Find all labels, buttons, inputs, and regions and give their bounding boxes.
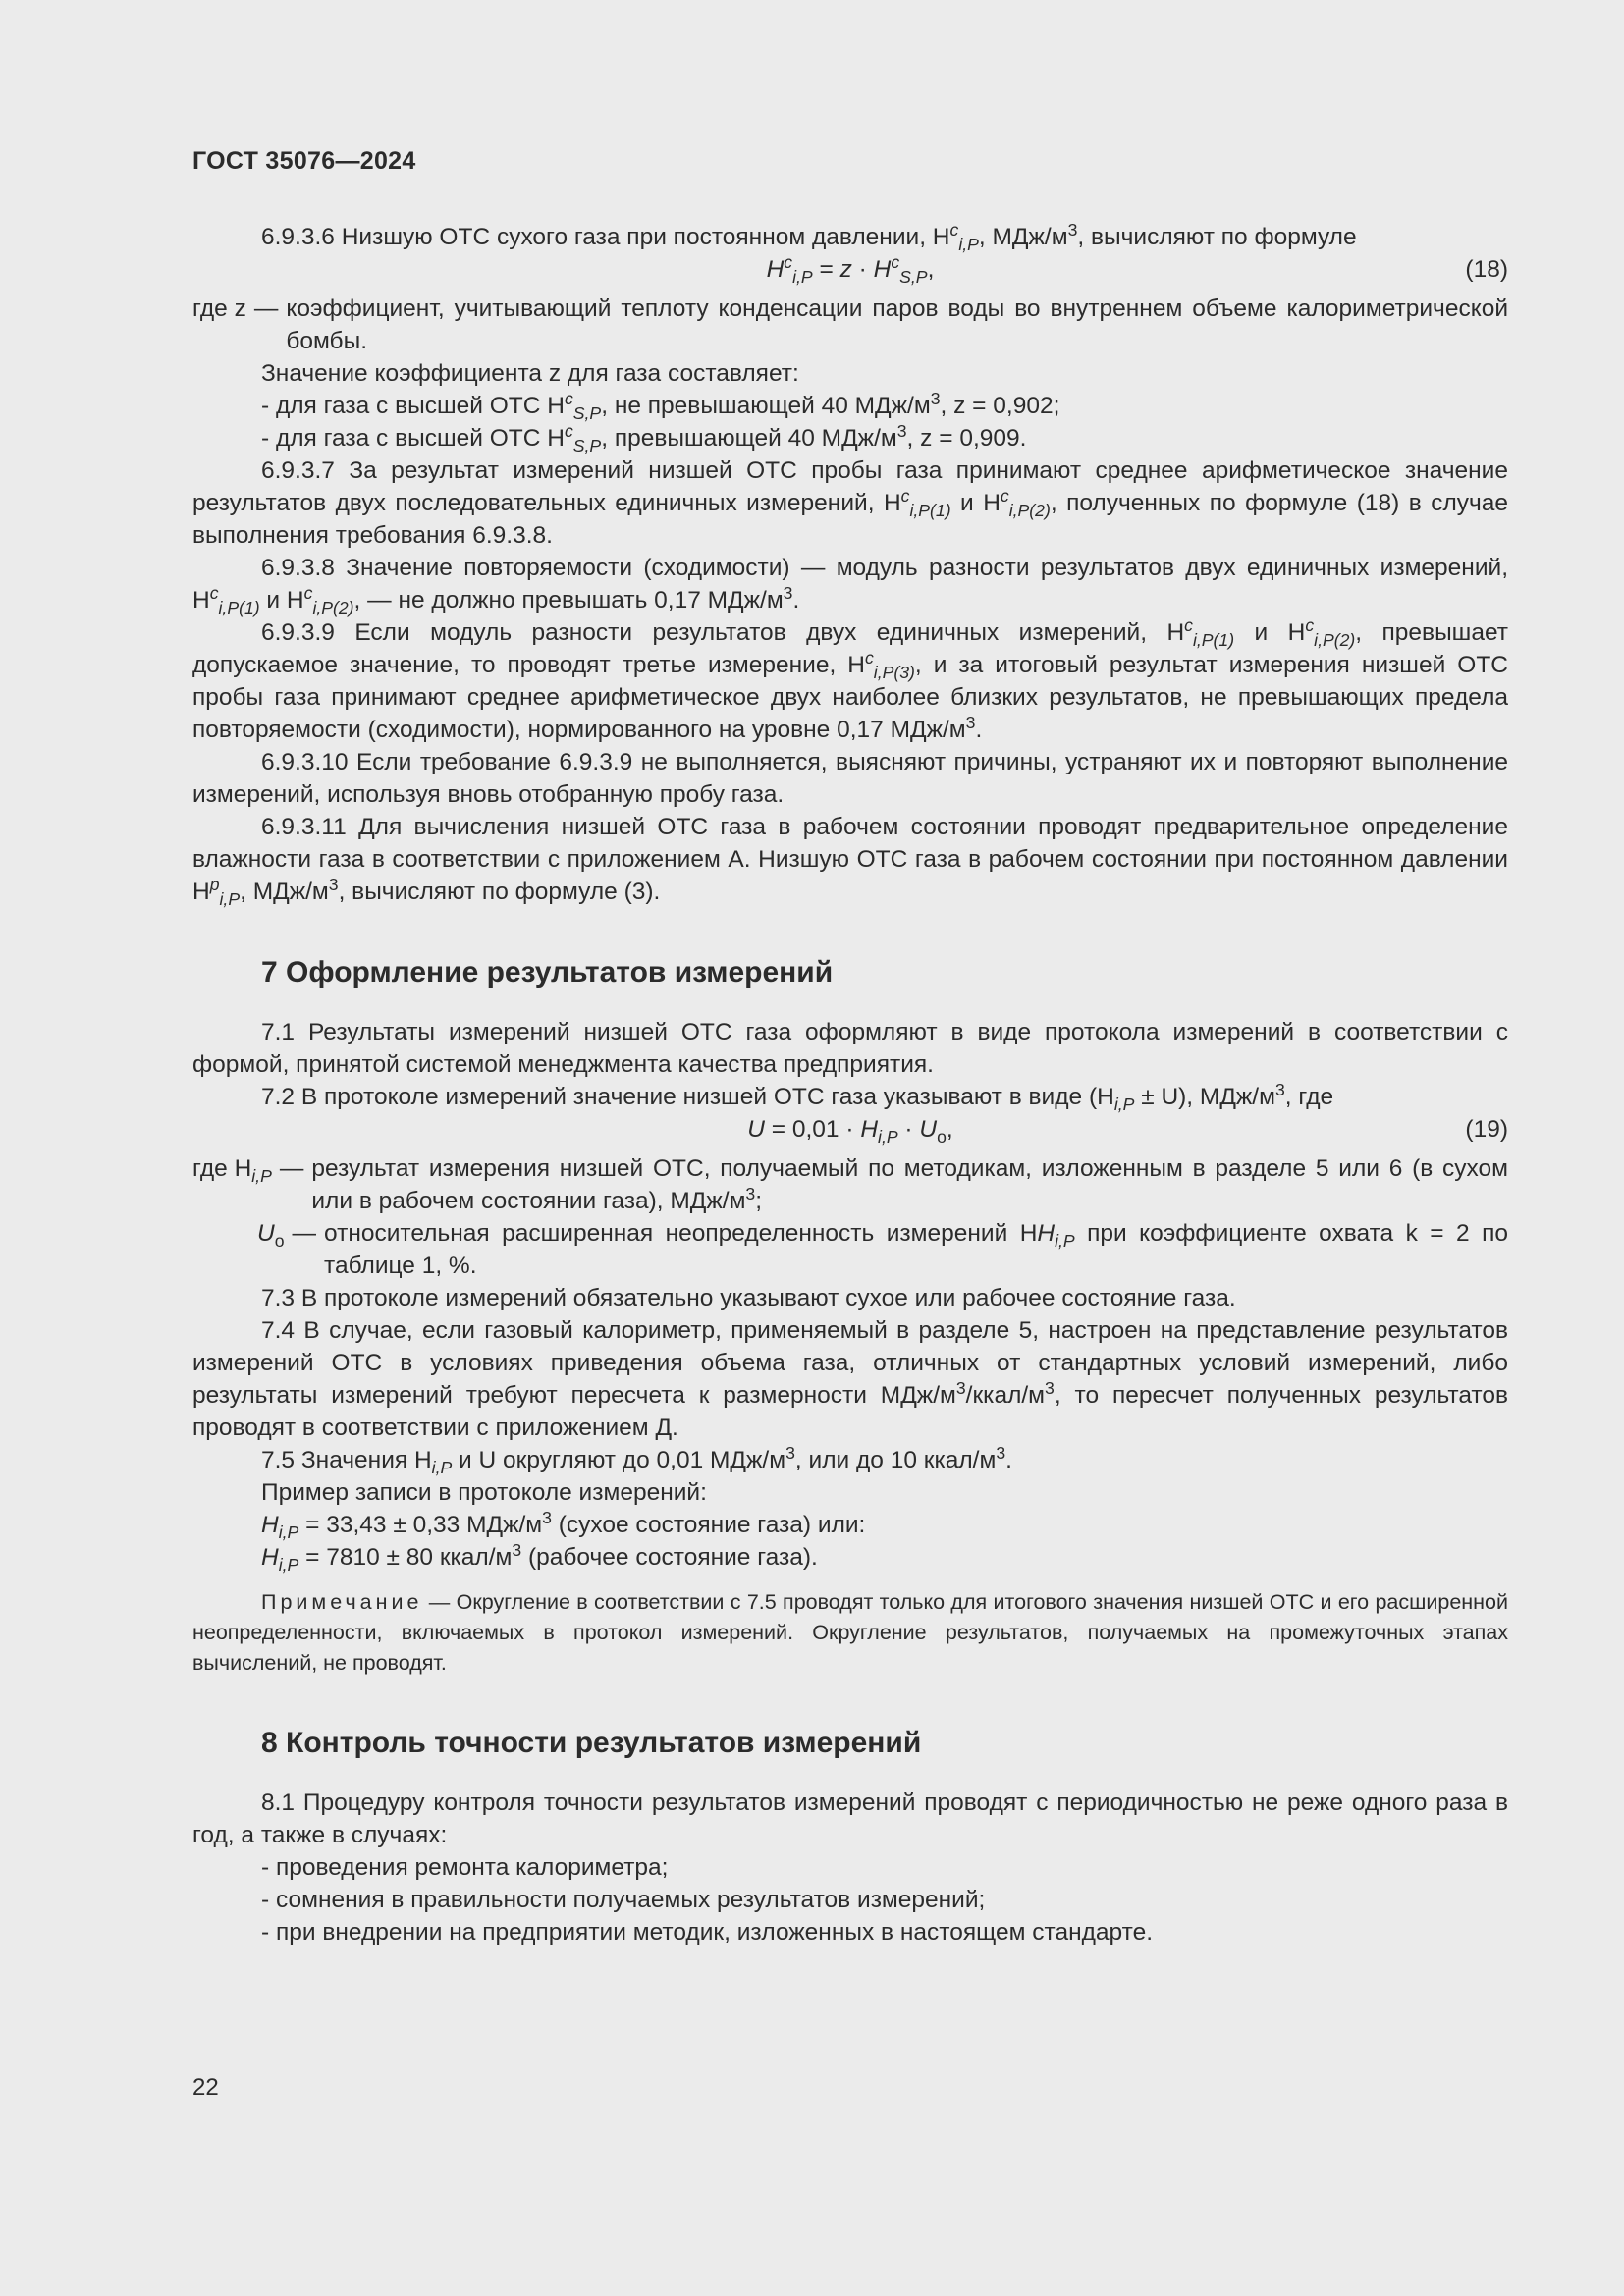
paragraph-7-1: 7.1 Результаты измерений низшей ОТС газа оформляют в виде протокола измерений в соответствии с формой, принятой системой менеджмента качества предприятия. xyxy=(192,1019,1508,1078)
section-8-heading: 8 Контроль точности результатов измерений xyxy=(261,1727,922,1759)
z-intro: Значение коэффициента z для газа составляет: xyxy=(261,360,799,387)
where-h: где $H_{i,P}$ — результат измерения низшей ОТС, получаемый по методикам, изложенным в разделе 5 или 6 (в сухом или в рабочем состоянии газа), МДж/$м^3$; xyxy=(192,1155,1508,1214)
z-list-item-1: - для газа с высшей ОТС $H^c_{S,P}$, не превышающей 40 МДж/$м^3$, z = 0,902; xyxy=(261,388,1060,423)
paragraph-6-9-3-6: 6.9.3.6 Низшую ОТС сухого газа при постоянном давлении, $H^c_{i,P}$, МДж/$м^3$, вычисляют по формуле xyxy=(261,219,1357,254)
list-item: - при внедрении на предприятии методик, изложенных в настоящем стандарте. xyxy=(261,1919,1153,1946)
list-item: - сомнения в правильности получаемых результатов измерений; xyxy=(261,1887,986,1913)
paragraph-6-9-3-7: 6.9.3.7 За результат измерений низшей ОТС пробы газа принимают среднее арифметическое значение результатов двух последовательных единичных измерений, $H^c_{i,P(1)}$ и $H^c_{i,P(2)}$, полученных по формуле (18) в случае выполнения требования 6.9.3.8. xyxy=(192,457,1509,549)
note: Примечание — Округление в соответствии с 7.5 проводят только для итогового значения низшей ОТС и его расширенной неопределенности, включаемых в протокол измерений. Округление результатов, получаемых на промежуточных этапах вычислений, не проводят. xyxy=(192,1590,1508,1675)
paragraph-6-9-3-10: 6.9.3.10 Если требование 6.9.3.9 не выполняется, выясняют причины, устраняют их и повторяют выполнение измерений, используя вновь отобранную пробу газа. xyxy=(192,749,1508,808)
paragraph-6-9-3-8: 6.9.3.8 Значение повторяемости (сходимости) — модуль разности результатов двух единичных измерений, $H^c_{i,P(1)}$ и $H^c_{i,P(2)}$, — не должно превышать 0,17 МДж/$м^3$. xyxy=(192,555,1508,617)
page-content xyxy=(192,221,1508,1949)
where-u: $U_o$ — относительная расширенная неопределенность измерений $HH_{i,P}$ при коэффициенте охвата k = 2 по таблице 1, %. xyxy=(257,1220,1508,1279)
document-code-header: ГОСТ 35076—2024 xyxy=(192,147,416,175)
formula-number: (19) xyxy=(1465,1116,1508,1143)
paragraph-7-5: 7.5 Значения $H_{i,P}$ и U округляют до 0,01 МДж/$м^3$, или до 10 ккал/$м^3$. xyxy=(261,1442,1012,1477)
page-number: 22 xyxy=(192,2074,219,2101)
paragraph-7-2: 7.2 В протоколе измерений значение низшей ОТС газа указывают в виде $(H_{i,P} \pm U)$, МДж/$м^3$, где xyxy=(261,1079,1334,1114)
example-intro: Пример записи в протоколе измерений: xyxy=(261,1479,707,1506)
list-item: - проведения ремонта калориметра; xyxy=(261,1854,669,1881)
where-z: где z — коэффициент, учитывающий теплоту конденсации паров воды во внутреннем объеме калориметрической бомбы. xyxy=(192,295,1508,354)
example-line-1: $H_{i,P} = 33,43 \pm 0,33$ МДж/$м^3$ (сухое состояние газа) или: xyxy=(261,1507,866,1542)
example-line-2: $H_{i,P} = 7810 \pm 80$ ккал/$м^3$ (рабочее состояние газа). xyxy=(261,1539,818,1575)
section-7-heading: 7 Оформление результатов измерений xyxy=(261,956,834,988)
paragraph-7-4: 7.4 В случае, если газовый калориметр, применяемый в разделе 5, настроен на представление результатов измерений ОТС в условиях приведения объема газа, отличных от стандартных условий измерений, либо результаты измерений требуют пересчета к размерности МДж/$м^3/ккал/м^3$, то пересчет полученных результатов проводят в соответствии с приложением Д. xyxy=(192,1317,1508,1441)
paragraph-8-1: 8.1 Процедуру контроля точности результатов измерений проводят с периодичностью не реже одного раза в год, а также в случаях: xyxy=(192,1789,1508,1848)
note-label: Примечание xyxy=(261,1590,423,1614)
paragraph-6-9-3-9: 6.9.3.9 Если модуль разности результатов двух единичных измерений, $H^c_{i,P(1)}$ и $H^c_{i,P(2)}$, превышает допускаемое значение, то проводят третье измерение, $H^c_{i,P(3)}$, и за итоговый результат измерения низшей ОТС пробы газа принимают среднее арифметическое двух наиболее близких результатов, не превышающих предела повторяемости (сходимости), нормированного на уровне 0,17 МДж/$м^3$. xyxy=(192,614,1508,743)
formula-19: $U = 0,01 \cdot H_{i,P} \cdot U_o$, (19) xyxy=(192,1113,1508,1152)
paragraph-7-3: 7.3 В протоколе измерений обязательно указывают сухое или рабочее состояние газа. xyxy=(261,1285,1236,1311)
z-list-item-2: - для газа с высшей ОТС $H^c_{S,P}$, превышающей 40 МДж/$м^3$, z = 0,909. xyxy=(261,420,1027,455)
formula-18: $H^c_{i,P} = z \cdot H^c_{S,P}$, (18) xyxy=(766,251,1508,287)
formula-number: (18) xyxy=(1465,256,1508,283)
paragraph-6-9-3-11: 6.9.3.11 Для вычисления низшей ОТС газа в рабочем состоянии проводят предварительное определение влажности газа в соответствии с приложением А. Низшую ОТС газа в рабочем состоянии при постоянном давлении $H^p_{i,P}$, МДж/$м^3$, вычисляют по формуле (3). xyxy=(192,814,1508,909)
